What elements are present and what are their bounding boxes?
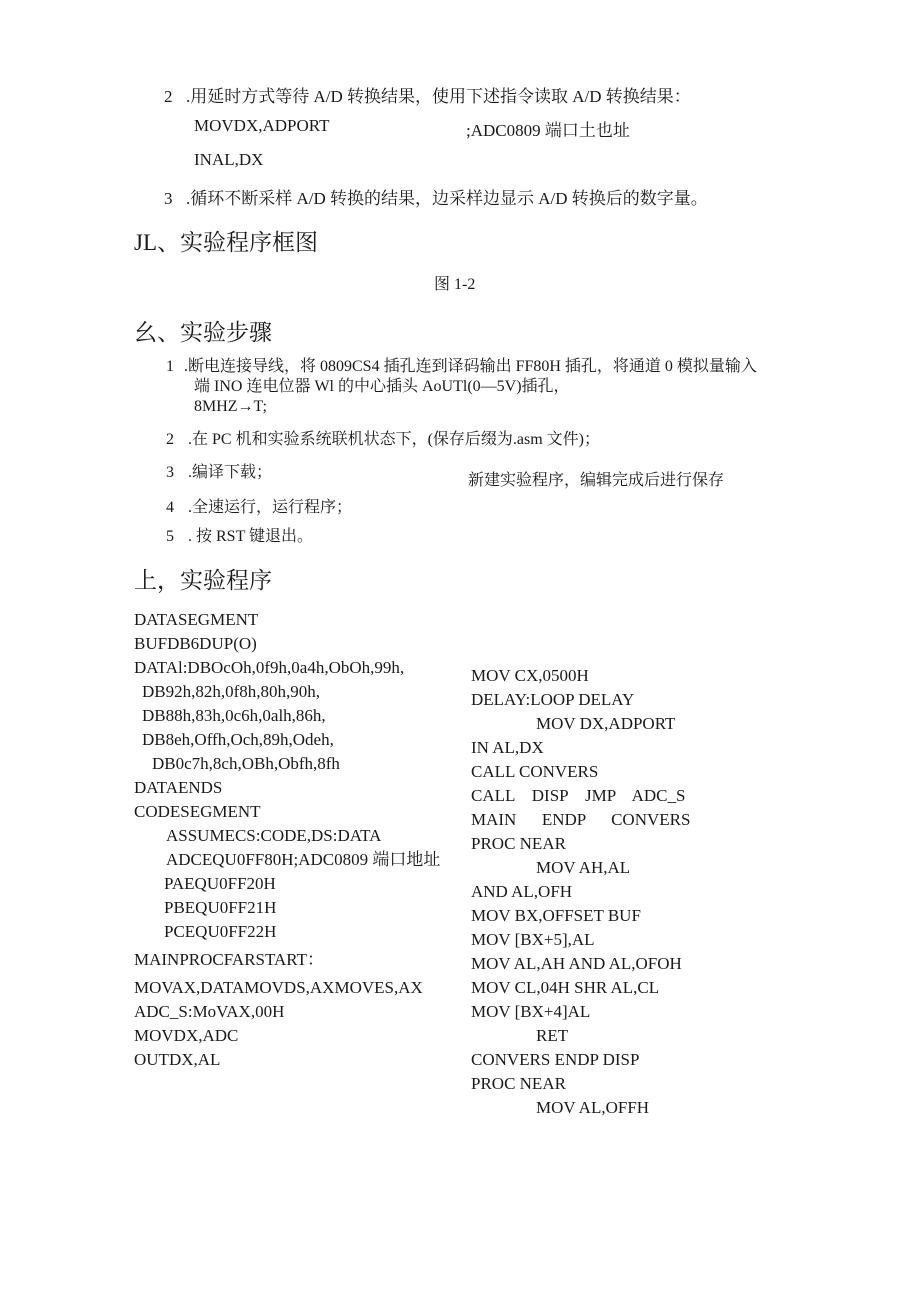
code-line: MOVDX,ADC <box>134 1026 239 1045</box>
item-number: 2 <box>164 87 173 106</box>
code-line: BUFDB6DUP(O) <box>134 634 257 653</box>
code-line: IN AL,DX <box>471 738 544 757</box>
code-line: ASSUMECS:CODE,DS:DATA <box>166 826 382 845</box>
code-line: MOV CL,04H SHR AL,CL <box>471 978 660 997</box>
code-line: DATAl:DBOcOh,0f9h,0a4h,ObOh,99h, <box>134 658 405 677</box>
code-line: PCEQU0FF22H <box>164 922 277 941</box>
step-text: . 按 RST 键退出。 <box>188 528 314 545</box>
code-line: PROC NEAR <box>471 834 566 853</box>
section-heading-steps: 幺、实验步骤 <box>134 320 272 345</box>
step-text: .编译下载； <box>188 464 273 481</box>
code-line: PBEQU0FF21H <box>164 898 277 917</box>
figure-caption: 图 1-2 <box>434 276 476 293</box>
code-line: PROC NEAR <box>471 1074 566 1093</box>
right-code-column <box>471 664 690 1120</box>
code-line: DB88h,83h,0c6h,0alh,86h, <box>142 706 326 725</box>
code-line: PAEQU0FF20H <box>164 874 276 893</box>
code-line: ADC_S:MoVAX,00H <box>134 1002 285 1021</box>
code-line: MAINPROCFARSTART： <box>134 950 325 969</box>
section-heading-diagram: JL、实验程序框图 <box>134 230 318 255</box>
item-text: .循环不断采样 A/D 转换的结果，边采样边显示 A/D 转换后的数字量。 <box>186 189 708 208</box>
code-line: DATASEGMENT <box>134 610 259 629</box>
intro-item-3 <box>164 184 708 209</box>
code-line: DB92h,82h,0f8h,80h,90h, <box>142 682 321 701</box>
code-line: DB0c7h,8ch,OBh,Obfh,8fh <box>152 754 340 773</box>
code-line: MOVAX,DATAMOVDS,AXMOVES,AX <box>134 978 423 997</box>
code-line: CONVERS ENDP DISP <box>471 1050 640 1069</box>
code-line: MAIN ENDP CONVERS <box>471 810 691 829</box>
step-text: 端 INO 连电位器 Wl 的中心插头 AoUTl(0—5V)插孔， <box>194 378 570 395</box>
code-line: CALL DISP JMP ADC_S <box>471 786 686 805</box>
step-number: 5 <box>166 528 174 545</box>
step-number: 3 <box>166 464 174 481</box>
step-1 <box>166 357 757 417</box>
code-line: INAL,DX <box>194 150 264 169</box>
step-text: .在 PC 机和实验系统联机状态下，(保存后缀为.asm 文件)； <box>188 431 601 448</box>
step-number: 2 <box>166 431 174 448</box>
step-text: .断电连接导线，将 0809CS4 插孔连到译码输出 FF80H 插孔，将通道 0 模拟量输入 <box>184 358 757 375</box>
left-code-column <box>134 608 440 1072</box>
code-line: MOV [BX+5],AL <box>471 930 595 949</box>
code-line: MOV BX,OFFSET BUF <box>471 906 641 925</box>
code-line: MOV [BX+4]AL <box>471 1002 591 1021</box>
step-2 <box>166 426 600 449</box>
code-line: CODESEGMENT <box>134 802 261 821</box>
step-4 <box>166 494 352 517</box>
step-text: .全速运行，运行程序； <box>188 499 353 516</box>
code-line: ADCEQU0FF80H;ADC0809 端口地址 <box>166 850 441 869</box>
code-line: CALL CONVERS <box>471 762 599 781</box>
code-line: OUTDX,AL <box>134 1050 221 1069</box>
code-line: MOVDX,ADPORT <box>194 116 330 135</box>
code-line: AND AL,OFH <box>471 882 573 901</box>
section-heading-program: 上，实验程序 <box>134 568 272 593</box>
code-line: MOV AH,AL <box>536 858 631 877</box>
code-line: DATAENDS <box>134 778 223 797</box>
intro-item-2 <box>164 82 691 107</box>
code-line: MOV DX,ADPORT <box>536 714 676 733</box>
code-line: RET <box>536 1026 569 1045</box>
code-line: MOV CX,0500H <box>471 666 589 685</box>
code-comment: ;ADC0809 端口土也址 <box>466 121 630 140</box>
code-line: MOV AL,AH AND AL,OFOH <box>471 954 682 973</box>
code-line: DELAY:LOOP DELAY <box>471 690 635 709</box>
code-line: DB8eh,Offh,Och,89h,Odeh, <box>142 730 334 749</box>
step-5 <box>166 523 313 546</box>
step-number: 4 <box>166 499 174 516</box>
item-text: .用延时方式等待 A/D 转换结果，使用下述指令读取 A/D 转换结果： <box>186 87 691 106</box>
step-3 <box>166 459 272 482</box>
code-line: MOV AL,OFFH <box>536 1098 650 1117</box>
item-number: 3 <box>164 189 173 208</box>
side-note: 新建实验程序，编辑完成后进行保存 <box>468 472 725 489</box>
step-text: 8MHZ→T; <box>194 398 267 415</box>
step-number: 1 <box>166 358 174 375</box>
